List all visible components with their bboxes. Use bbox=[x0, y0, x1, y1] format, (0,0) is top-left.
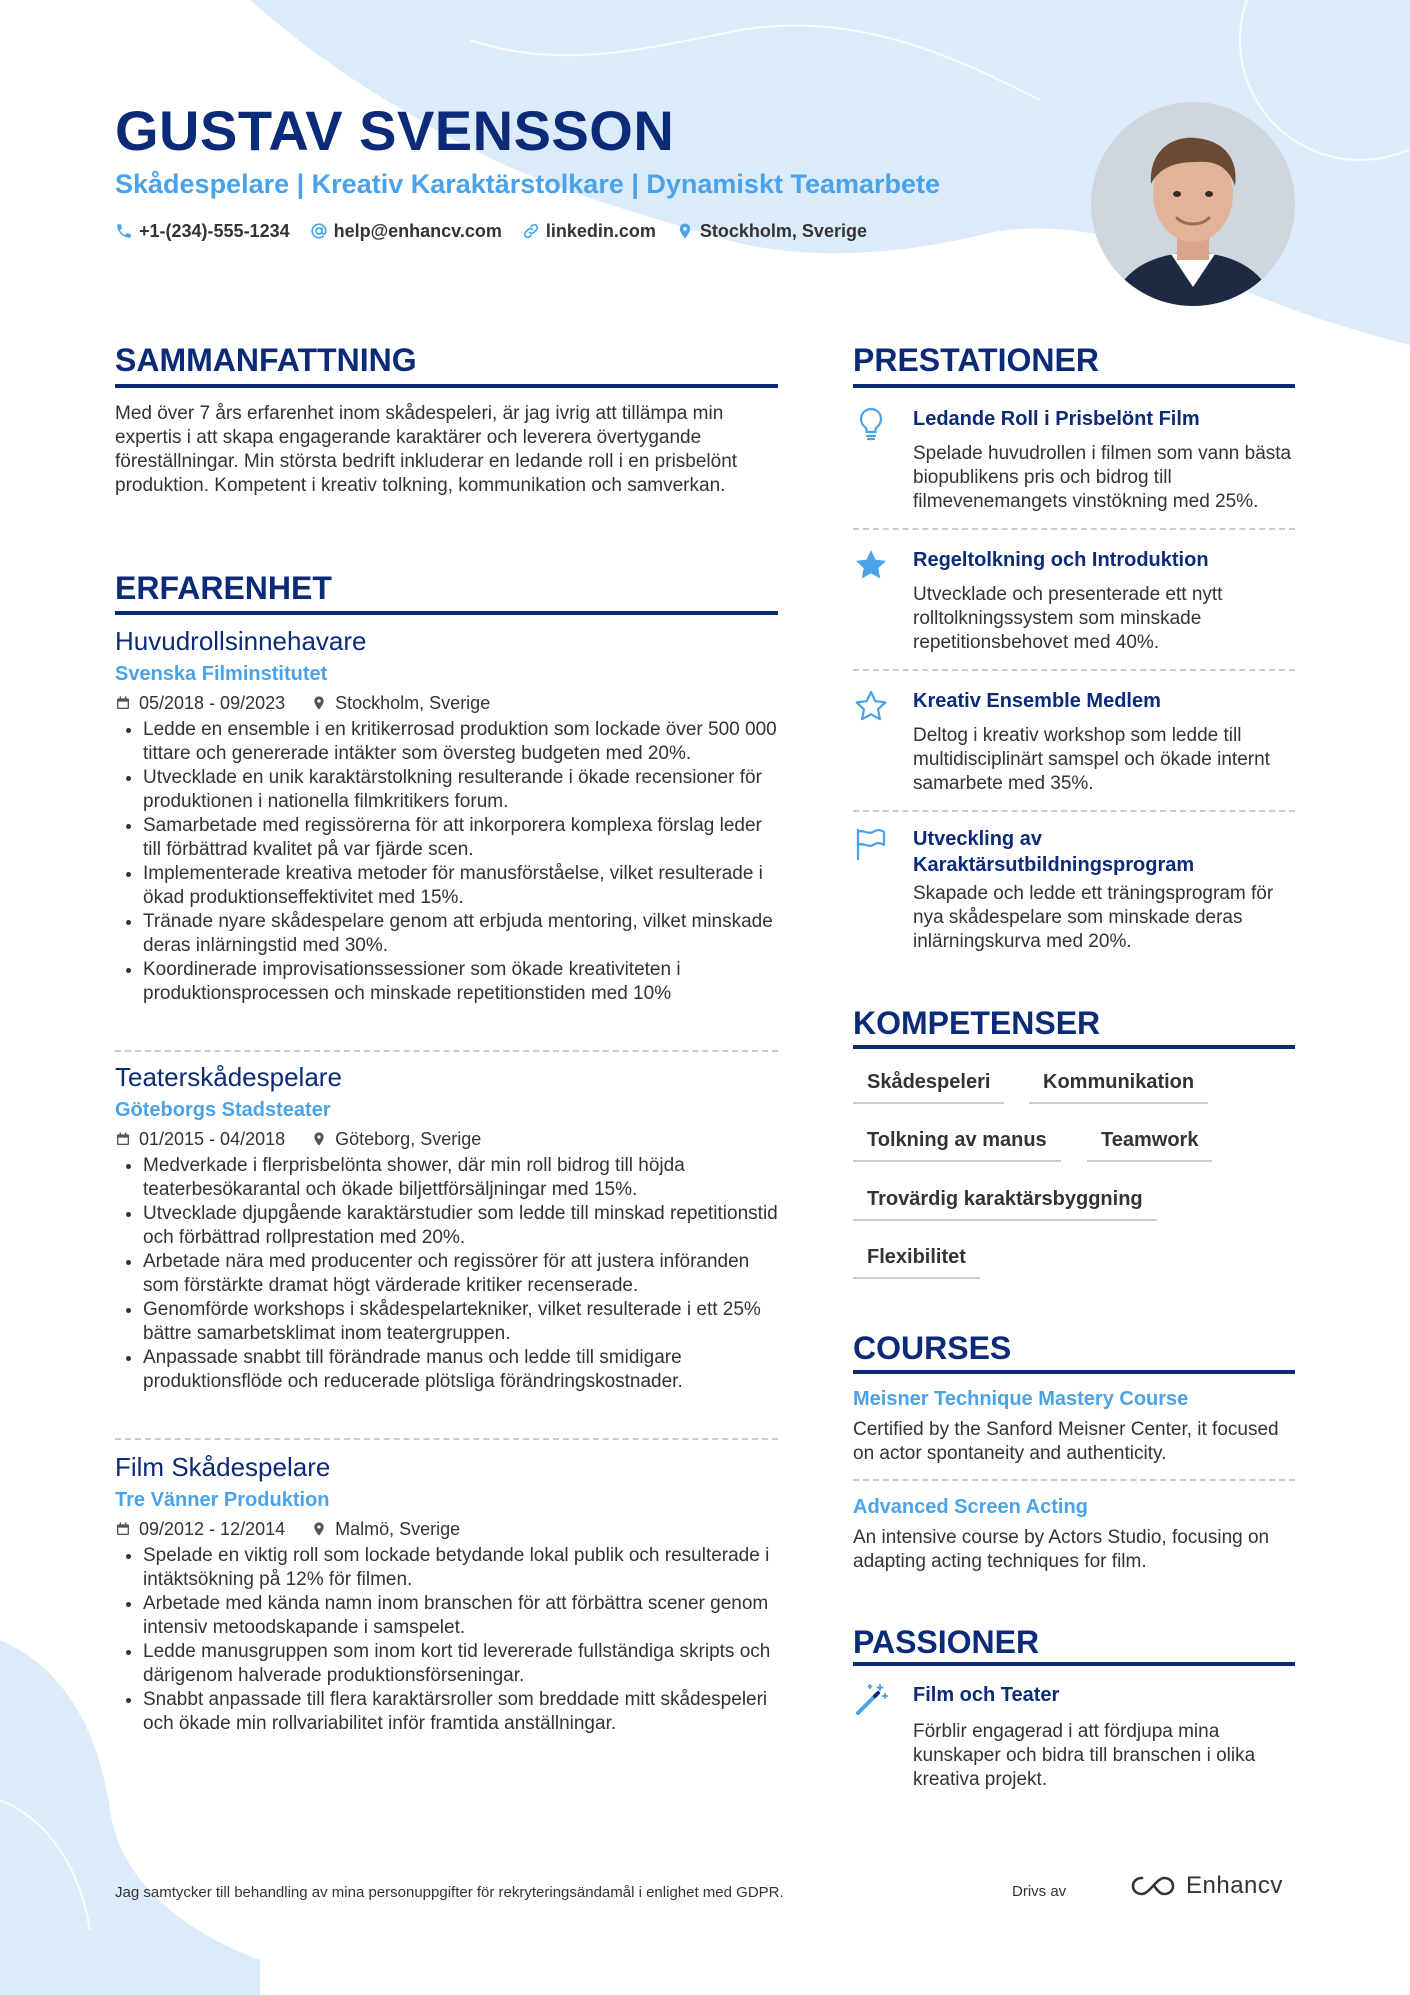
contact-email[interactable] bbox=[310, 218, 502, 244]
course-title: Meisner Technique Mastery Course bbox=[853, 1388, 1189, 1410]
job-location-text: Malmö, Sverige bbox=[335, 1519, 461, 1539]
job-meta bbox=[115, 1126, 778, 1152]
job-dates-text: 05/2018 - 09/2023 bbox=[139, 693, 286, 713]
job-company: Göteborgs Stadsteater bbox=[115, 1099, 331, 1121]
achievement-item bbox=[853, 826, 1293, 966]
course-divider bbox=[853, 1479, 1295, 1481]
job-bullet: • Utvecklade en unik karaktärstolkning resulterande i ökade recensioner för produktionen i nationella filmkritikers forum. bbox=[143, 766, 778, 814]
job-bullet: • Spelade en viktig roll som lockade betydande lokal publik och resulterade i intäktsökning på 12% för filmen. bbox=[143, 1544, 778, 1592]
job-bullet: • Snabbt anpassade till flera karaktärsroller som breddade mitt skådespeleri och ökade min rollvariabilitet inför framtida anställningar. bbox=[143, 1688, 778, 1736]
job-bullet: • Ledde en ensemble i en kritikerrosad produktion som lockade över 500 000 tittare och genererade intäkter som översteg budgeten med 20%. bbox=[143, 718, 778, 766]
job-location bbox=[311, 1516, 460, 1542]
job-entry bbox=[115, 1060, 778, 1394]
skill-tag: Flexibilitet bbox=[853, 1243, 980, 1279]
summary-rule bbox=[115, 384, 778, 388]
candidate-name: GUSTAV SVENSSON bbox=[115, 99, 675, 162]
achievement-divider bbox=[853, 528, 1295, 530]
job-bullet: • Utvecklade djupgående karaktärstudier som ledde till minskad repetitionstid och förbättrad rollprestation med 20%. bbox=[143, 1202, 778, 1250]
powered-by-label: Drivs av bbox=[1012, 1883, 1067, 1900]
passions-rule bbox=[853, 1662, 1295, 1666]
contact-email-text: help@enhancv.com bbox=[333, 221, 502, 241]
job-bullet: • Tränade nyare skådespelare genom att erbjuda mentoring, vilket minskade deras inlärningstid med 30%. bbox=[143, 910, 778, 958]
gdpr-consent-note: Jag samtycker till behandling av mina personuppgifter för rekryteringsändamål i enlighet med GDPR. bbox=[115, 1884, 784, 1901]
experience-rule bbox=[115, 611, 778, 615]
job-bullet: • Arbetade med kända namn inom branschen för att förbättra scener genom intensiv metoodskapande i samspelet. bbox=[143, 1592, 778, 1640]
job-divider bbox=[115, 1050, 778, 1052]
achievement-divider bbox=[853, 810, 1295, 812]
achievement-item bbox=[853, 688, 1293, 798]
job-company: Tre Vänner Produktion bbox=[115, 1489, 330, 1511]
lightbulb-icon bbox=[853, 406, 889, 442]
job-bullet: • Implementerade kreativa metoder för manusförståelse, vilket resulterade i ökad produktionseffektivitet med 15%. bbox=[143, 862, 778, 910]
job-meta bbox=[115, 1516, 778, 1542]
location-pin-icon bbox=[311, 1521, 327, 1537]
contact-phone-text: +1-(234)-555-1234 bbox=[139, 221, 290, 241]
achievement-desc: Spelade huvudrollen i filmen som vann bästa biopublikens pris och bidrog till filmevenemangets vinstökning med 25%. bbox=[913, 443, 1292, 512]
job-dates bbox=[115, 1516, 285, 1542]
job-meta bbox=[115, 690, 778, 716]
job-dates-text: 01/2015 - 04/2018 bbox=[139, 1129, 286, 1149]
job-location bbox=[311, 1126, 481, 1152]
phone-icon bbox=[115, 222, 133, 240]
job-bullet: • Samarbetade med regissörerna för att inkorporera komplexa förslag leder till förbättrad kvalitet på var fjärde scen. bbox=[143, 814, 778, 862]
achievement-desc: Deltog i kreativ workshop som ledde till multidisciplinärt samspel och ökade internt samarbete med 35%. bbox=[913, 725, 1270, 794]
achievement-desc: Utvecklade och presenterade ett nytt rolltolkningssystem som minskade repetitionsbehovet med 40%. bbox=[913, 584, 1223, 653]
link-icon bbox=[522, 222, 540, 240]
at-icon bbox=[310, 222, 328, 240]
achievement-desc: Skapade och ledde ett träningsprogram för nya skådespelare som minskade deras inlärningskurva med 20%. bbox=[913, 883, 1274, 952]
job-dates-text: 09/2012 - 12/2014 bbox=[139, 1519, 286, 1539]
achievements-section-title: PRESTATIONER bbox=[853, 342, 1099, 378]
contact-row bbox=[115, 218, 887, 244]
passion-item bbox=[853, 1682, 1293, 1802]
skill-tag: Trovärdig karaktärsbyggning bbox=[853, 1185, 1157, 1221]
job-entry bbox=[115, 1450, 778, 1736]
job-dates bbox=[115, 690, 285, 716]
contact-linkedin[interactable] bbox=[522, 218, 656, 244]
job-bullets bbox=[115, 1154, 778, 1394]
courses-rule bbox=[853, 1370, 1295, 1374]
job-dates bbox=[115, 1126, 285, 1152]
courses-section-title: COURSES bbox=[853, 1330, 1012, 1366]
achievement-title: Utveckling av Karaktärsutbildningsprogram bbox=[913, 828, 1195, 876]
tagline: Skådespelare | Kreativ Karaktärstolkare | Dynamiskt Teamarbete bbox=[115, 169, 941, 199]
calendar-icon bbox=[115, 1131, 131, 1147]
contact-location-text: Stockholm, Sverige bbox=[699, 221, 867, 241]
star-outline-icon bbox=[853, 688, 889, 724]
flag-icon bbox=[853, 826, 889, 862]
location-pin-icon bbox=[311, 695, 327, 711]
skill-tag: Kommunikation bbox=[1029, 1068, 1208, 1104]
calendar-icon bbox=[115, 1521, 131, 1537]
job-bullet: • Genomförde workshops i skådespelartekniker, vilket resulterade i ett 25% bättre samarbetsklimat inom teatergruppen. bbox=[143, 1298, 778, 1346]
summary-section-title: SAMMANFATTNING bbox=[115, 342, 417, 378]
avatar bbox=[1091, 102, 1295, 306]
passion-desc: Förblir engagerad i att fördjupa mina kunskaper och bidra till branschen i olika kreativa projekt. bbox=[913, 1721, 1256, 1790]
course-title: Advanced Screen Acting bbox=[853, 1496, 1088, 1518]
achievement-title: Kreativ Ensemble Medlem bbox=[913, 690, 1161, 712]
passion-title: Film och Teater bbox=[913, 1684, 1060, 1706]
job-bullet: • Anpassade snabbt till förändrade manus och ledde till smidigare produktionsflöde och reducerade plötsliga förändringskostnader. bbox=[143, 1346, 778, 1394]
job-company: Svenska Filminstitutet bbox=[115, 663, 328, 685]
achievement-title: Ledande Roll i Prisbelönt Film bbox=[913, 408, 1200, 430]
job-title: Huvudrollsinnehavare bbox=[115, 626, 367, 656]
job-location bbox=[311, 690, 490, 716]
location-pin-icon bbox=[676, 222, 694, 240]
job-bullets bbox=[115, 718, 778, 1006]
brand-name: Enhancv bbox=[1186, 1872, 1283, 1899]
job-title: Film Skådespelare bbox=[115, 1452, 331, 1482]
achievement-title: Regeltolkning och Introduktion bbox=[913, 549, 1209, 571]
achievement-divider bbox=[853, 669, 1295, 671]
job-location-text: Stockholm, Sverige bbox=[335, 693, 491, 713]
enhancv-logo[interactable] bbox=[1130, 1870, 1283, 1902]
skills-rule bbox=[853, 1045, 1295, 1049]
summary-text: Med över 7 års erfarenhet inom skådespeleri, är jag ivrig att tillämpa min expertis i att skapa engagerande karaktärer och leverera övertygande föreställningar. Min största bedrift inkluderar en ledande roll i en prisbelönt produktion. Kompetent i kreativ tolkning, kommunikation och samverkan. bbox=[115, 403, 738, 496]
magic-wand-icon bbox=[853, 1682, 889, 1718]
job-entry bbox=[115, 624, 778, 1006]
job-title: Teaterskådespelare bbox=[115, 1062, 342, 1092]
experience-section-title: ERFARENHET bbox=[115, 570, 332, 606]
job-bullet: • Ledde manusgruppen som inom kort tid levererade fullständiga skripts och därigenom halverade produktionsförseningar. bbox=[143, 1640, 778, 1688]
job-bullet: • Koordinerade improvisationssessioner som ökade kreativiteten i produktionsprocessen och minskade repetitionstiden med 10% bbox=[143, 958, 778, 1006]
job-location-text: Göteborg, Sverige bbox=[335, 1129, 482, 1149]
calendar-icon bbox=[115, 695, 131, 711]
portrait-illustration bbox=[1091, 102, 1295, 306]
course-desc: Certified by the Sanford Meisner Center, it focused on actor spontaneity and authenticity. bbox=[853, 1419, 1279, 1464]
skill-tag: Teamwork bbox=[1087, 1126, 1212, 1162]
location-pin-icon bbox=[311, 1131, 327, 1147]
contact-phone[interactable] bbox=[115, 218, 290, 244]
achievement-item bbox=[853, 406, 1293, 516]
contact-linkedin-text: linkedin.com bbox=[545, 221, 656, 241]
passions-section-title: PASSIONER bbox=[853, 1624, 1040, 1660]
job-divider bbox=[115, 1438, 778, 1440]
achievement-item bbox=[853, 547, 1293, 657]
skill-tag: Skådespeleri bbox=[853, 1068, 1004, 1104]
course-desc: An intensive course by Actors Studio, focusing on adapting acting techniques for film. bbox=[853, 1527, 1270, 1572]
skills-section-title: KOMPETENSER bbox=[853, 1005, 1101, 1041]
achievements-rule bbox=[853, 384, 1295, 388]
job-bullet: • Arbetade nära med producenter och regissörer för att justera införanden som förstärkte dramat högt värderade kritiker recenserade. bbox=[143, 1250, 778, 1298]
job-bullet: • Medverkade i flerprisbelönta shower, där min roll bidrog till höjda teaterbesökarantal och ökade biljettförsäljningar med 15%. bbox=[143, 1154, 778, 1202]
skill-tag: Tolkning av manus bbox=[853, 1126, 1061, 1162]
star-filled-icon bbox=[853, 547, 889, 583]
infinity-logo-icon bbox=[1130, 1873, 1176, 1899]
contact-location bbox=[676, 218, 867, 244]
job-bullets bbox=[115, 1544, 778, 1736]
